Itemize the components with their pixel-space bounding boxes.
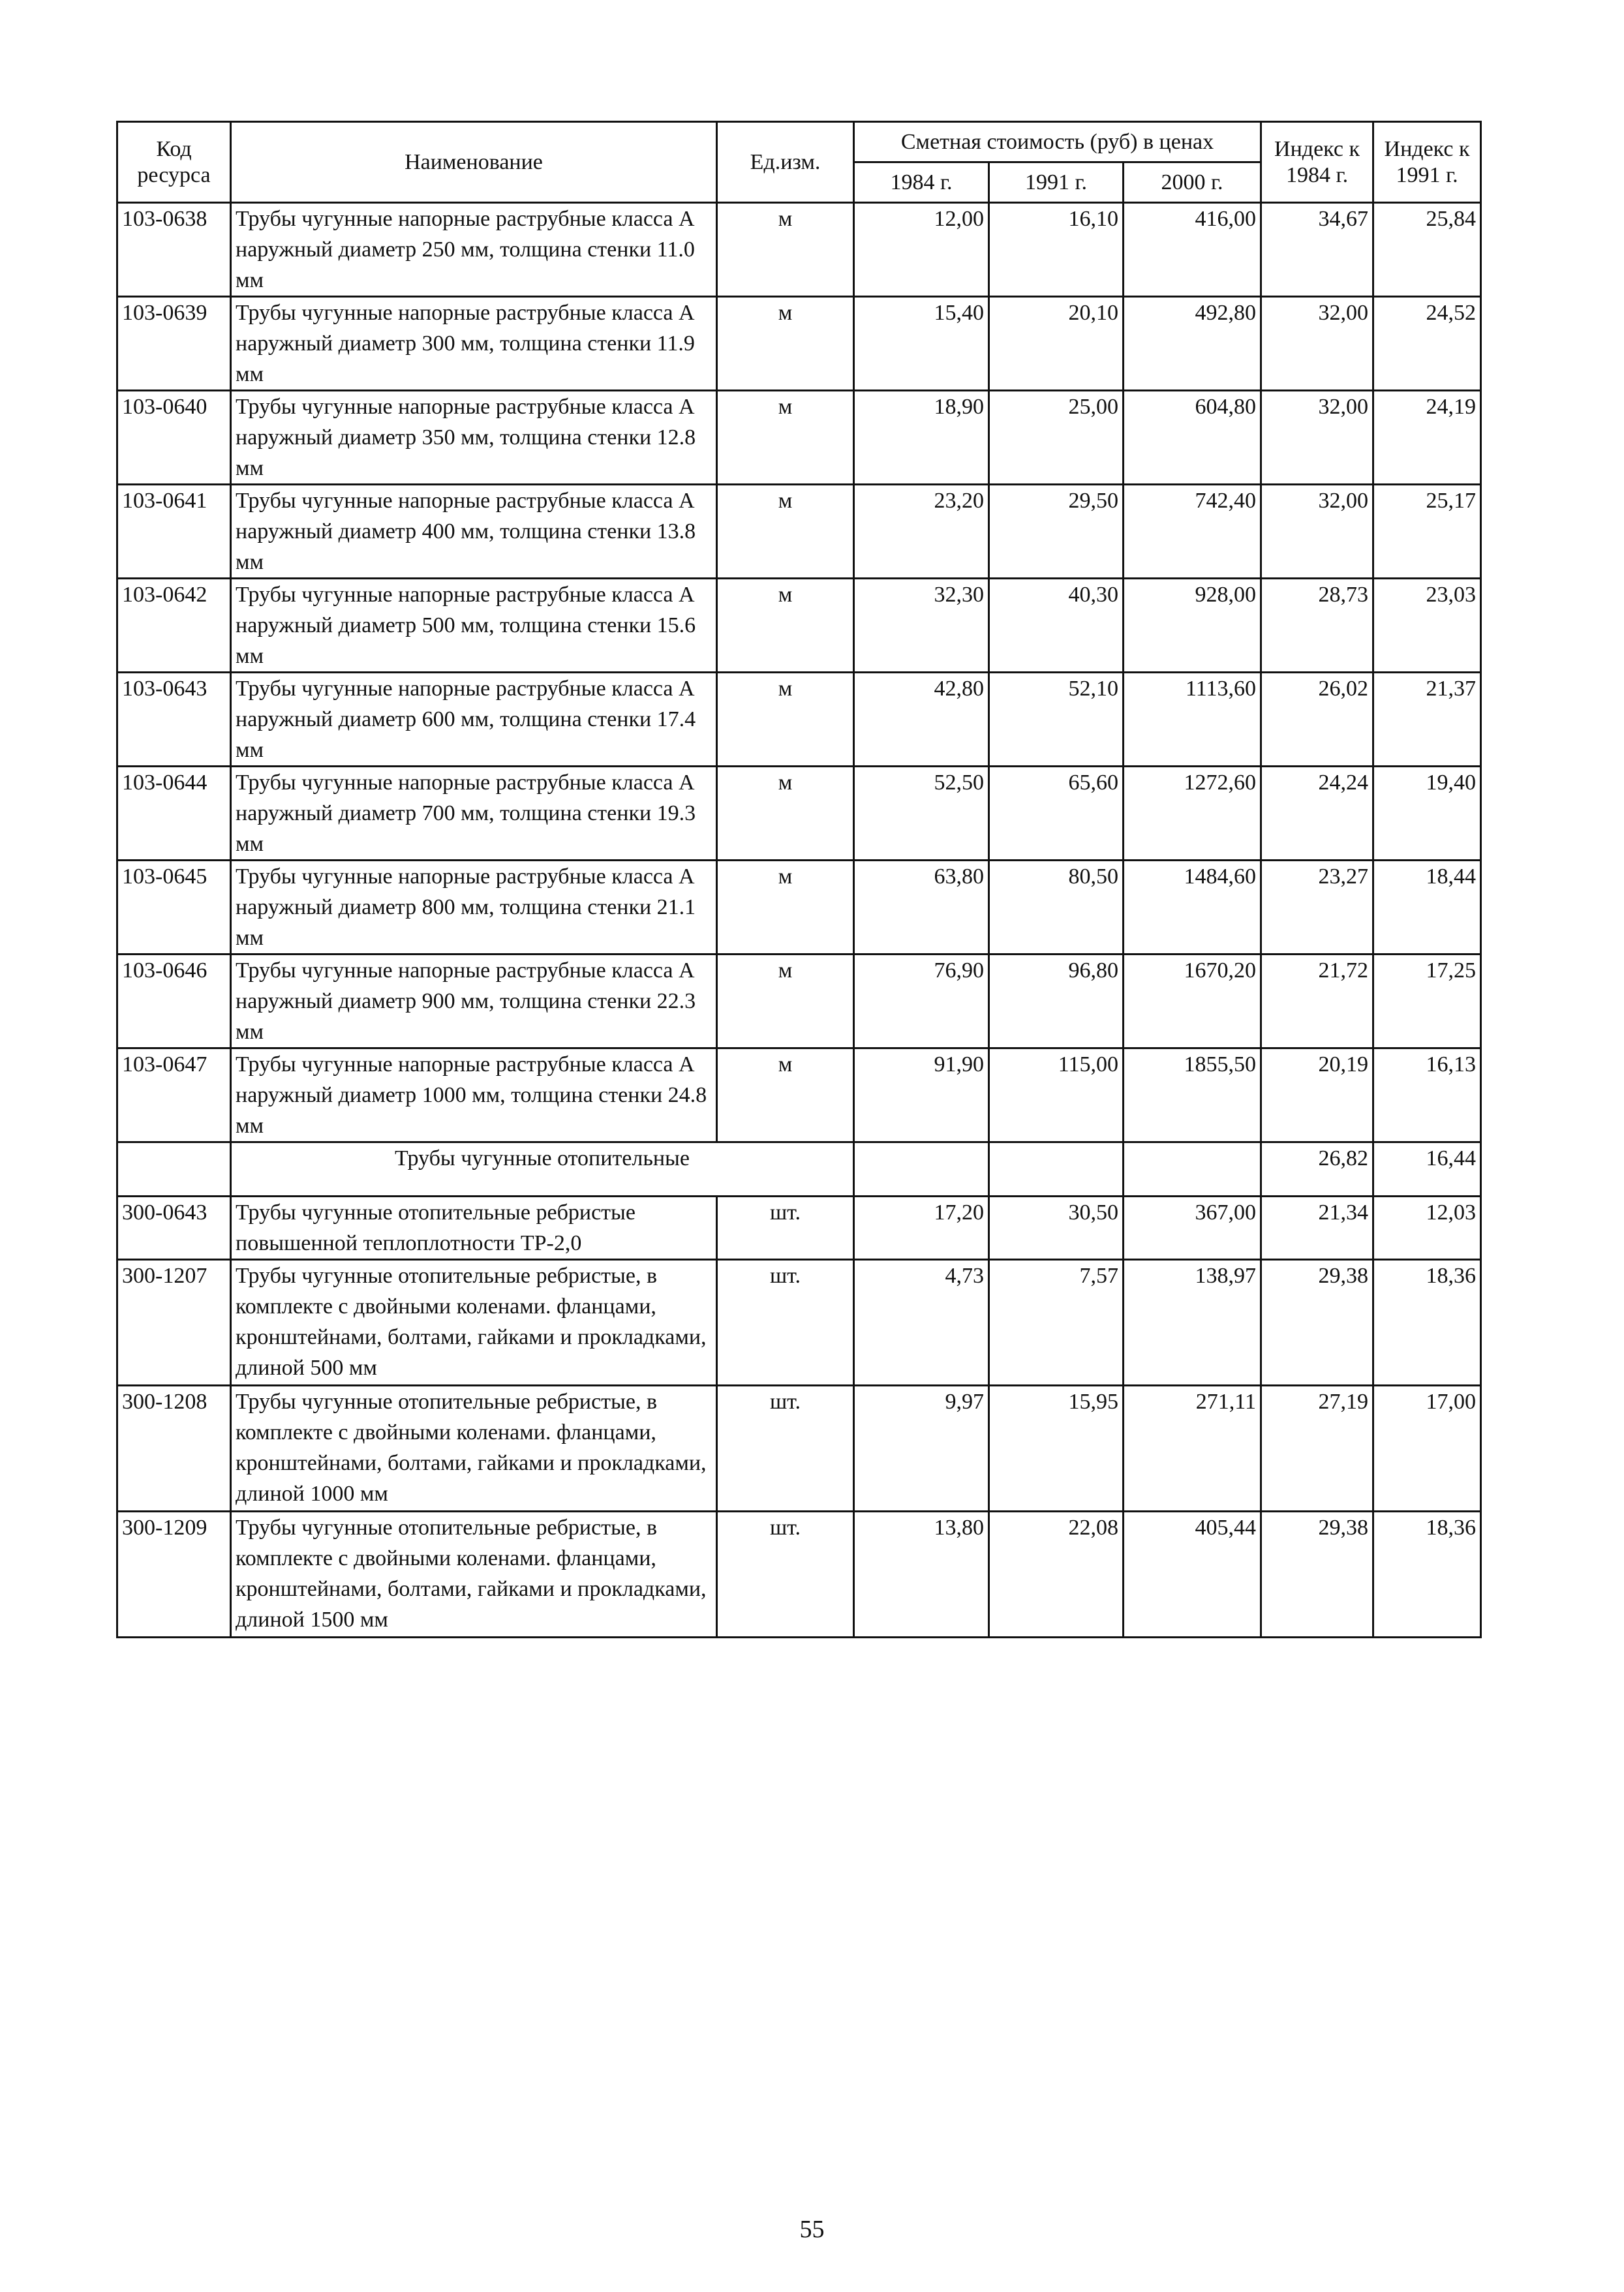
resource-unit: м — [717, 955, 854, 1048]
section-empty-cell — [1124, 1142, 1261, 1197]
resource-unit: м — [717, 673, 854, 767]
index-1984: 29,38 — [1261, 1512, 1373, 1638]
price-2000: 742,40 — [1124, 485, 1261, 579]
table-row — [117, 767, 1481, 861]
index-1991: 16,13 — [1373, 1048, 1481, 1142]
resource-name: Трубы чугунные напорные раструбные класса А наружный диаметр 350 мм, толщина стенки 12.8 мм — [231, 391, 717, 485]
index-1984: 24,24 — [1261, 767, 1373, 861]
resource-unit: шт. — [717, 1197, 854, 1260]
section-empty-cell — [854, 1142, 989, 1197]
resource-code: 300-1208 — [117, 1386, 231, 1512]
resource-name: Трубы чугунные отопительные ребристые, в комплекте с двойными коленами. фланцами, кронштейнами, болтами, гайками и прокладками, длиной 1500 мм — [231, 1512, 717, 1638]
index-1991: 18,36 — [1373, 1260, 1481, 1386]
header-cost-group: Сметная стоимость (руб) в ценах — [854, 122, 1261, 162]
price-2000: 1484,60 — [1124, 861, 1261, 955]
index-1991: 23,03 — [1373, 579, 1481, 673]
index-1984: 27,19 — [1261, 1386, 1373, 1512]
price-1991: 22,08 — [989, 1512, 1124, 1638]
resource-unit: м — [717, 861, 854, 955]
resource-code: 300-0643 — [117, 1197, 231, 1260]
index-1991: 12,03 — [1373, 1197, 1481, 1260]
price-1984: 4,73 — [854, 1260, 989, 1386]
resource-name: Трубы чугунные отопительные ребристые повышенной теплоплотности ТР-2,0 — [231, 1197, 717, 1260]
price-1984: 17,20 — [854, 1197, 989, 1260]
index-1984: 20,19 — [1261, 1048, 1373, 1142]
header-index-1991: Индекс к 1991 г. — [1373, 122, 1481, 203]
index-1991: 25,84 — [1373, 203, 1481, 297]
header-year-2000: 2000 г. — [1124, 162, 1261, 203]
table-row — [117, 1048, 1481, 1142]
price-1991: 96,80 — [989, 955, 1124, 1048]
resource-unit: м — [717, 579, 854, 673]
index-1991: 19,40 — [1373, 767, 1481, 861]
price-1991: 30,50 — [989, 1197, 1124, 1260]
resource-name: Трубы чугунные напорные раструбные класса А наружный диаметр 500 мм, толщина стенки 15.6 мм — [231, 579, 717, 673]
price-2000: 1670,20 — [1124, 955, 1261, 1048]
index-1984: 32,00 — [1261, 391, 1373, 485]
table-row — [117, 1512, 1481, 1638]
section-row — [117, 1142, 1481, 1197]
index-1991: 24,52 — [1373, 297, 1481, 391]
index-1984: 29,38 — [1261, 1260, 1373, 1386]
table-row — [117, 1260, 1481, 1386]
price-1984: 15,40 — [854, 297, 989, 391]
resource-name: Трубы чугунные напорные раструбные класса А наружный диаметр 250 мм, толщина стенки 11.0 мм — [231, 203, 717, 297]
resource-code: 300-1209 — [117, 1512, 231, 1638]
index-1984: 21,34 — [1261, 1197, 1373, 1260]
index-1991: 21,37 — [1373, 673, 1481, 767]
resource-name: Трубы чугунные отопительные ребристые, в комплекте с двойными коленами. фланцами, кронштейнами, болтами, гайками и прокладками, длиной 500 мм — [231, 1260, 717, 1386]
resource-name: Трубы чугунные напорные раструбные класса А наружный диаметр 600 мм, толщина стенки 17.4 мм — [231, 673, 717, 767]
price-2000: 405,44 — [1124, 1512, 1261, 1638]
index-1984: 28,73 — [1261, 579, 1373, 673]
price-1991: 20,10 — [989, 297, 1124, 391]
index-1991: 18,44 — [1373, 861, 1481, 955]
header-index-1984: Индекс к 1984 г. — [1261, 122, 1373, 203]
table-row — [117, 203, 1481, 297]
price-1991: 7,57 — [989, 1260, 1124, 1386]
resource-code: 103-0647 — [117, 1048, 231, 1142]
section-title: Трубы чугунные отопительные — [231, 1142, 854, 1197]
price-2000: 1272,60 — [1124, 767, 1261, 861]
price-2000: 138,97 — [1124, 1260, 1261, 1386]
resource-code: 300-1207 — [117, 1260, 231, 1386]
index-1984: 34,67 — [1261, 203, 1373, 297]
price-1984: 52,50 — [854, 767, 989, 861]
index-1991: 25,17 — [1373, 485, 1481, 579]
price-2000: 1855,50 — [1124, 1048, 1261, 1142]
price-1984: 91,90 — [854, 1048, 989, 1142]
resource-name: Трубы чугунные напорные раструбные класса А наружный диаметр 800 мм, толщина стенки 21.1 мм — [231, 861, 717, 955]
price-1991: 80,50 — [989, 861, 1124, 955]
price-1991: 65,60 — [989, 767, 1124, 861]
section-empty-cell — [989, 1142, 1124, 1197]
resource-code: 103-0642 — [117, 579, 231, 673]
price-1991: 52,10 — [989, 673, 1124, 767]
table-row — [117, 485, 1481, 579]
resource-code: 103-0646 — [117, 955, 231, 1048]
resource-name: Трубы чугунные напорные раструбные класса А наружный диаметр 900 мм, толщина стенки 22.3 мм — [231, 955, 717, 1048]
price-1984: 18,90 — [854, 391, 989, 485]
table-row — [117, 673, 1481, 767]
price-2000: 604,80 — [1124, 391, 1261, 485]
resource-unit: м — [717, 297, 854, 391]
price-1991: 16,10 — [989, 203, 1124, 297]
resource-code: 103-0639 — [117, 297, 231, 391]
resource-name: Трубы чугунные напорные раструбные класса А наружный диаметр 400 мм, толщина стенки 13.8 мм — [231, 485, 717, 579]
resource-unit: м — [717, 485, 854, 579]
table-row — [117, 297, 1481, 391]
resource-unit: шт. — [717, 1512, 854, 1638]
table-row — [117, 861, 1481, 955]
resource-unit: м — [717, 767, 854, 861]
table-row — [117, 1386, 1481, 1512]
price-1984: 23,20 — [854, 485, 989, 579]
header-year-1984: 1984 г. — [854, 162, 989, 203]
index-1991: 17,25 — [1373, 955, 1481, 1048]
price-1984: 76,90 — [854, 955, 989, 1048]
header-unit: Ед.изм. — [717, 122, 854, 203]
index-1984: 21,72 — [1261, 955, 1373, 1048]
page-number: 55 — [799, 2216, 825, 2243]
resource-unit: м — [717, 1048, 854, 1142]
price-1984: 9,97 — [854, 1386, 989, 1512]
resource-unit: шт. — [717, 1386, 854, 1512]
header-code: Код ресурса — [117, 122, 231, 203]
price-1984: 13,80 — [854, 1512, 989, 1638]
header-year-1991: 1991 г. — [989, 162, 1124, 203]
price-1984: 32,30 — [854, 579, 989, 673]
price-1984: 12,00 — [854, 203, 989, 297]
resource-unit: м — [717, 391, 854, 485]
table-row — [117, 579, 1481, 673]
resource-code: 103-0641 — [117, 485, 231, 579]
resource-name: Трубы чугунные напорные раструбные класса А наружный диаметр 300 мм, толщина стенки 11.9 мм — [231, 297, 717, 391]
resource-code: 103-0640 — [117, 391, 231, 485]
price-2000: 367,00 — [1124, 1197, 1261, 1260]
resource-name: Трубы чугунные напорные раструбные класса А наружный диаметр 1000 мм, толщина стенки 24.8 мм — [231, 1048, 717, 1142]
resource-code: 103-0638 — [117, 203, 231, 297]
price-2000: 928,00 — [1124, 579, 1261, 673]
resource-code: 103-0645 — [117, 861, 231, 955]
resource-code: 103-0643 — [117, 673, 231, 767]
table-row — [117, 391, 1481, 485]
price-1991: 115,00 — [989, 1048, 1124, 1142]
resource-name: Трубы чугунные отопительные ребристые, в комплекте с двойными коленами. фланцами, кронштейнами, болтами, гайками и прокладками, длиной 1000 мм — [231, 1386, 717, 1512]
price-1991: 29,50 — [989, 485, 1124, 579]
price-2000: 416,00 — [1124, 203, 1261, 297]
index-1991: 17,00 — [1373, 1386, 1481, 1512]
price-2000: 271,11 — [1124, 1386, 1261, 1512]
resource-unit: м — [717, 203, 854, 297]
price-1991: 15,95 — [989, 1386, 1124, 1512]
section-index-1991: 16,44 — [1373, 1142, 1481, 1197]
price-1984: 42,80 — [854, 673, 989, 767]
section-empty-cell — [117, 1142, 231, 1197]
price-1991: 25,00 — [989, 391, 1124, 485]
index-1991: 24,19 — [1373, 391, 1481, 485]
section-index-1984: 26,82 — [1261, 1142, 1373, 1197]
price-table — [116, 121, 1482, 1638]
header-name: Наименование — [231, 122, 717, 203]
resource-unit: шт. — [717, 1260, 854, 1386]
table-row — [117, 1197, 1481, 1260]
index-1984: 23,27 — [1261, 861, 1373, 955]
index-1984: 26,02 — [1261, 673, 1373, 767]
resource-name: Трубы чугунные напорные раструбные класса А наружный диаметр 700 мм, толщина стенки 19.3 мм — [231, 767, 717, 861]
price-2000: 492,80 — [1124, 297, 1261, 391]
index-1984: 32,00 — [1261, 485, 1373, 579]
price-1984: 63,80 — [854, 861, 989, 955]
price-2000: 1113,60 — [1124, 673, 1261, 767]
price-1991: 40,30 — [989, 579, 1124, 673]
table-row — [117, 955, 1481, 1048]
index-1991: 18,36 — [1373, 1512, 1481, 1638]
index-1984: 32,00 — [1261, 297, 1373, 391]
resource-code: 103-0644 — [117, 767, 231, 861]
